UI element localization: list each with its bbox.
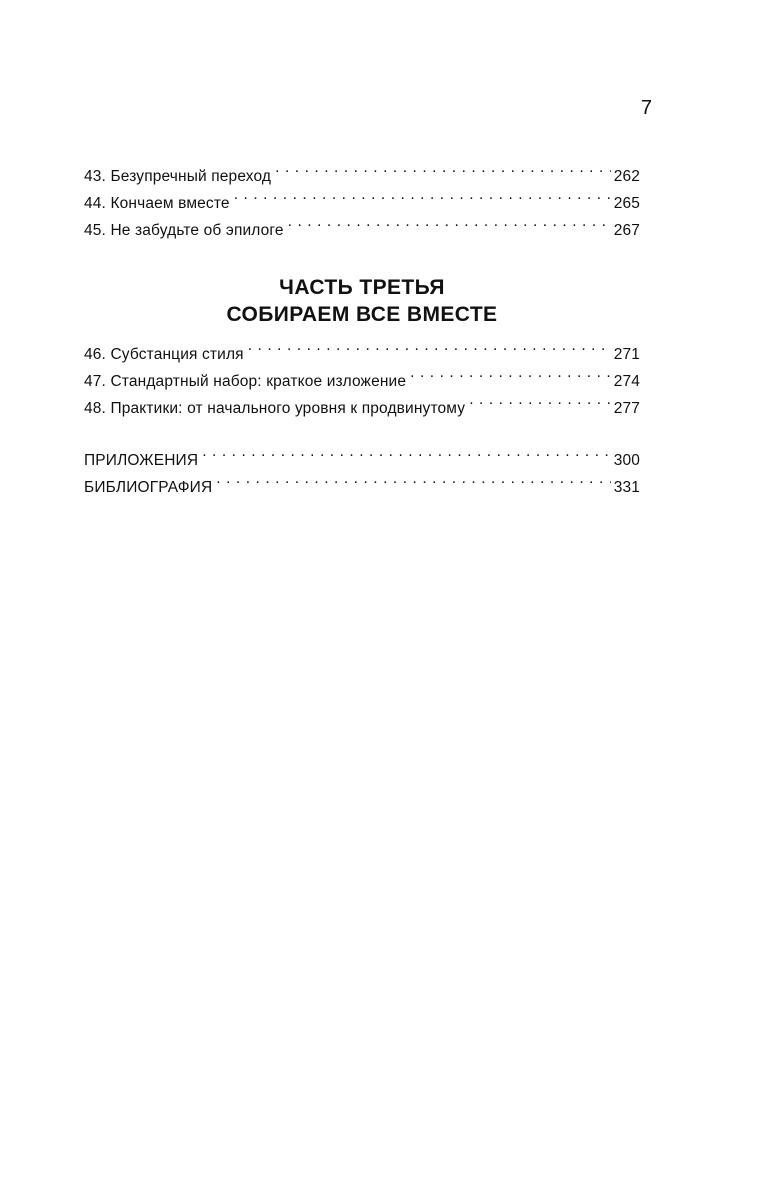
part-label: ЧАСТЬ ТРЕТЬЯ — [279, 276, 445, 299]
toc-dot-leader — [202, 438, 611, 465]
toc-entry — [84, 154, 640, 185]
toc-entry-page: 265 — [613, 195, 640, 212]
toc-dot-leader — [216, 465, 610, 492]
toc-entry-title: 44. Кончаем вместе — [84, 195, 230, 212]
toc-entry-page: 277 — [613, 400, 640, 417]
toc-entry-page: 267 — [613, 222, 640, 239]
toc-section-part-three — [84, 332, 640, 417]
toc-dot-leader — [275, 154, 611, 181]
part-title: СОБИРАЕМ ВСЕ ВМЕСТЕ — [226, 303, 498, 326]
toc-entry-title: 48. Практики: от начального уровня к продвинутому — [84, 400, 466, 417]
toc-entry-title: ПРИЛОЖЕНИЯ — [84, 452, 199, 469]
toc-entry-page: 274 — [613, 373, 640, 390]
toc-dot-leader — [248, 332, 611, 359]
toc-entry-title: 46. Субстанция стиля — [84, 346, 244, 363]
toc-section-top — [84, 154, 640, 239]
toc-entry-title: 43. Безупречный переход — [84, 168, 272, 185]
toc-entry — [84, 332, 640, 363]
toc-entry-title: 45. Не забудьте об эпилоге — [84, 222, 284, 239]
toc-entry-title: 47. Стандартный набор: краткое изложение — [84, 373, 407, 390]
toc-dot-leader — [469, 386, 611, 413]
toc-entry-page: 262 — [613, 168, 640, 185]
toc-section-back-matter — [84, 438, 640, 496]
toc-dot-leader — [288, 208, 611, 235]
toc-entry — [84, 438, 640, 469]
toc-dot-leader — [410, 359, 611, 386]
toc-dot-leader — [234, 181, 611, 208]
toc-entry-page: 271 — [613, 346, 640, 363]
page-number: 7 — [640, 97, 652, 119]
toc-entry-page: 331 — [613, 479, 640, 496]
toc-entry-title: БИБЛИОГРАФИЯ — [84, 479, 213, 496]
toc-entry-page: 300 — [613, 452, 640, 469]
